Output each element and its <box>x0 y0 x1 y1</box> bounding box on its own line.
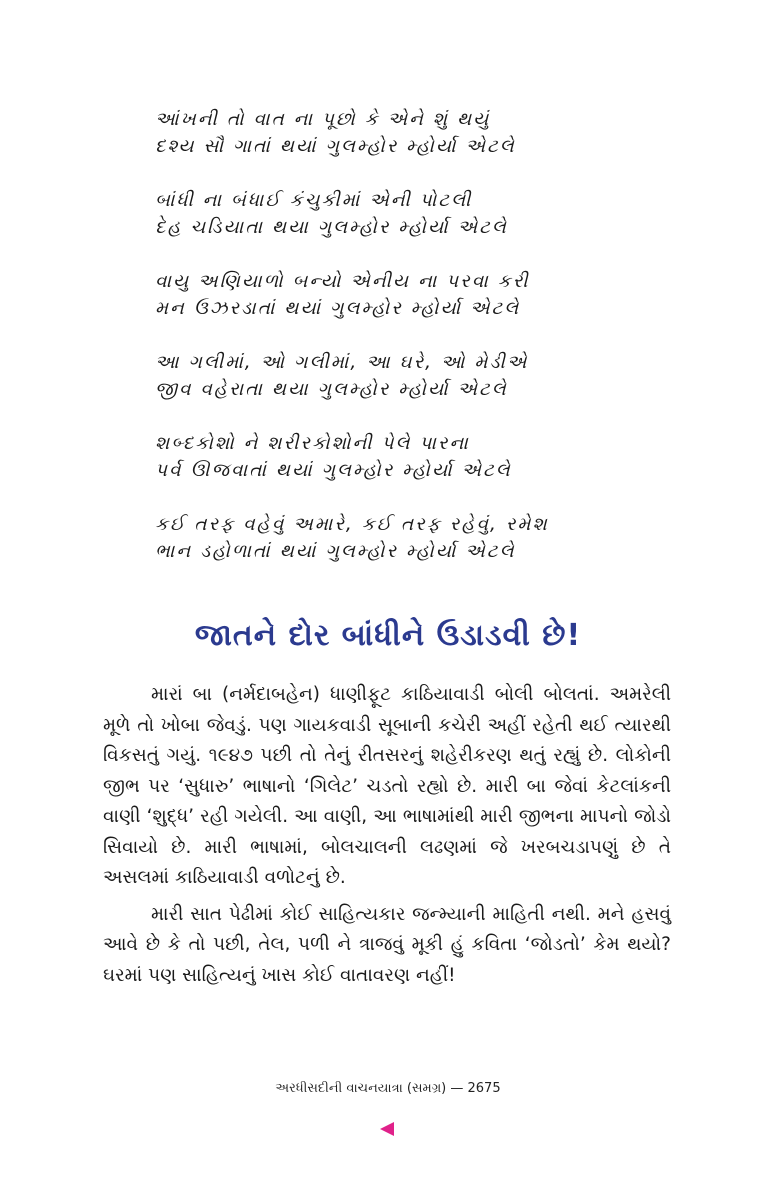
poem-stanza <box>155 430 595 484</box>
poem-line: દશ્ય સૌ ગાતાં થયાં ગુલમ્હોર મ્હોર્યા એટલે <box>155 136 516 157</box>
poem-stanza <box>155 511 595 565</box>
poem-line: શબ્દકોશો ને શરીરકોશોની પેલે પારના <box>155 433 470 454</box>
left-arrow-icon[interactable] <box>380 1122 394 1136</box>
poem-line: દેહ ચડિયાતા થયા ગુલમ્હોર મ્હોર્યા એટલે <box>155 217 508 238</box>
poem-stanza <box>155 268 595 322</box>
poem-stanza <box>155 187 595 241</box>
paragraph: મારાં બા (નર્મદાબહેન) ધાણીફૂટ કાઠિયાવાડી બોલી બોલતાં. અમરેલી મૂળે તો ખોબા જેવડું. પણ ગાયકવાડી સૂબાની કચેરી અહીં રહેતી થઈ ત્યારથી વિકસતું ગયું. ૧૯૪૭ પછી તો તેનું રીતસરનું શહેરીકરણ થતું રહ્યું છે. લોકોની જીભ પર ‘સુધારુ’ ભાષાનો ‘ગિલેટ’ ચડતો રહ્યો છે. મારી બા જેવાં કેટલાંકની વાણી ‘શુદ્ધ’ રહી ગયેલી. આ વાણી, આ ભાષામાંથી મારી જીભના માપનો જોડો સિવાયો છે. મારી ભાષામાં, બોલચાલની લઢણમાં જે ખરબચડાપણું છે તે અસલમાં કાઠિયાવાડી વળોટનું છે. <box>103 684 671 888</box>
poem-line: જીવ વહેરાતા થયા ગુલમ્હોર મ્હોર્યા એટલે <box>155 379 508 400</box>
poem-line: આ ગલીમાં, ઓ ગલીમાં, આ ઘરે, ઓ મેડીએ <box>155 352 529 373</box>
poem-line: ભાન ડહોળાતાં થયાં ગુલમ્હોર મ્હોર્યા એટલે <box>155 541 516 562</box>
poem-line: મન ઉઝરડાતાં થયાં ગુલમ્હોર મ્હોર્યા એટલે <box>155 298 521 319</box>
page-footer: અરધીસદીની વાચનયાત્રા (સમગ્ર) — 2675 <box>275 1081 501 1096</box>
paragraph: મારી સાત પેઢીમાં કોઈ સાહિત્યકાર જન્મ્યાની માહિતી નથી. મને હસવું આવે છે કે તો પછી, તેલ, પળી ને ત્રાજવું મૂકી હું કવિતા ‘જોડતો’ કેમ થયો? ઘરમાં પણ સાહિત્યનું ખાસ કોઈ વાતાવરણ નહીં! <box>103 903 671 986</box>
poem-line: બાંધી ના બંધાઈ કંચુકીમાં એની પોટલી <box>155 190 473 211</box>
poem-stanza <box>155 106 595 160</box>
poem-line: પર્વ ઊજવાતાં થયાં ગુલમ્હોર મ્હોર્યા એટલે <box>155 460 512 481</box>
poem-line: કઈ તરફ વહેવું અમારે, કઈ તરફ રહેવું, રમેશ <box>155 514 549 535</box>
poem-line: આંખની તો વાત ના પૂછો કે એને શું થયું <box>155 109 491 130</box>
section-title: જાતને દોર બાંધીને ઉડાડવી છે! <box>194 618 582 653</box>
poem-line: વાયુ અણિયાળો બન્યો એનીય ના પરવા કરી <box>155 271 530 292</box>
poem <box>155 106 595 592</box>
prose-body <box>103 680 671 997</box>
poem-stanza <box>155 349 595 403</box>
